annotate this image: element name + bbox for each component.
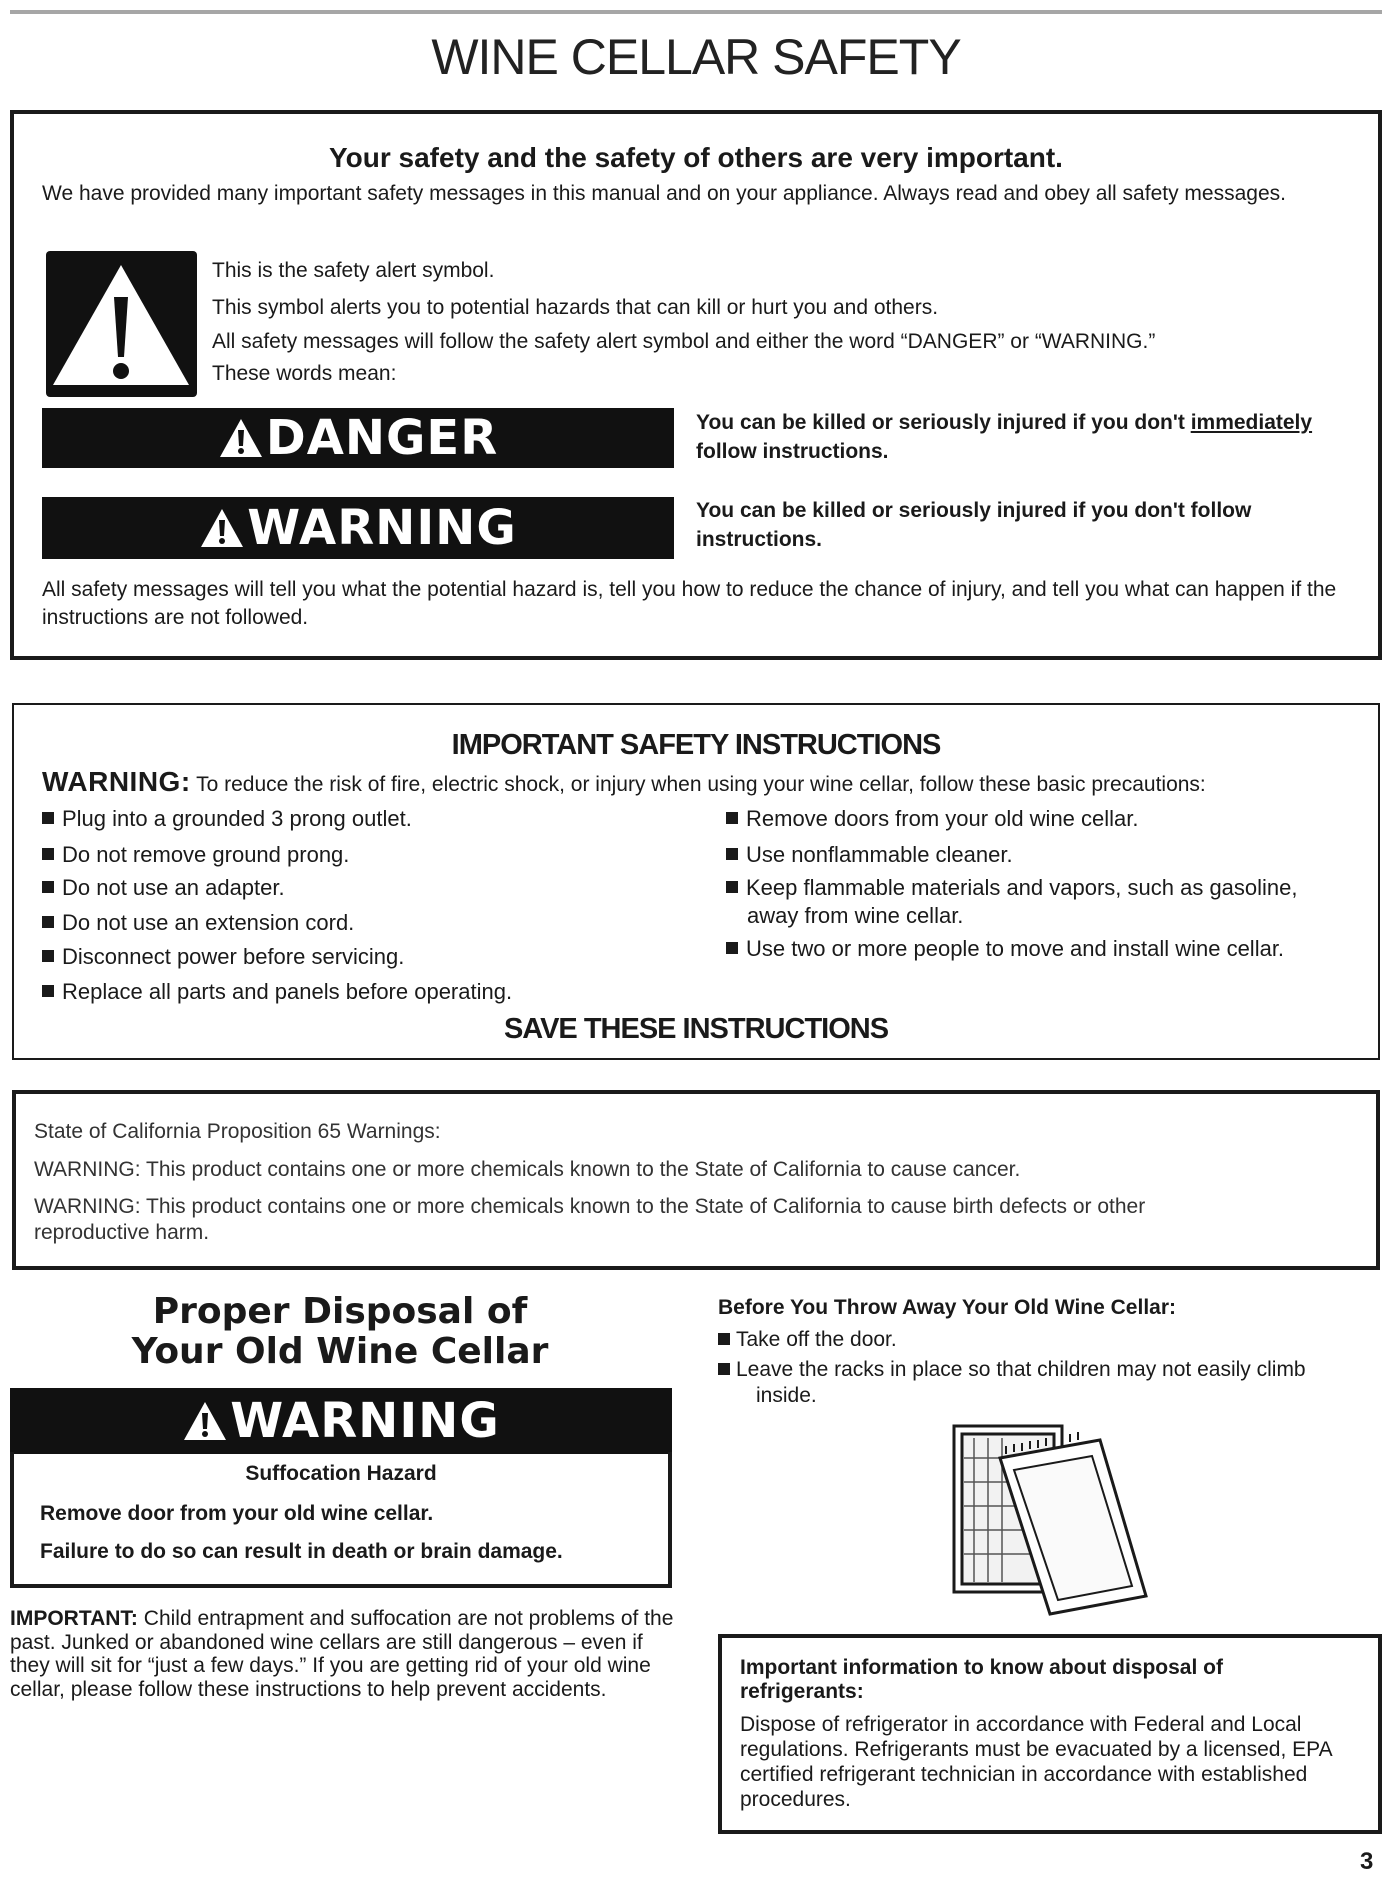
- before-throw-item-2: [718, 1357, 1306, 1383]
- disposal-heading-line-1: Proper Disposal of: [152, 1291, 528, 1332]
- left-item-1-text: Plug into a grounded 3 prong outlet.: [62, 806, 412, 831]
- save-instructions: SAVE THESE INSTRUCTIONS: [503, 1013, 889, 1045]
- disposal-warning-bar: [10, 1388, 672, 1454]
- danger-signal-bar: [42, 408, 674, 468]
- square-bullet-icon: [42, 950, 54, 962]
- square-bullet-icon: [718, 1333, 730, 1345]
- left-item-6: [42, 977, 512, 1007]
- left-item-5: [42, 942, 404, 972]
- disposal-line-1: Remove door from your old wine cellar.: [40, 1502, 434, 1525]
- refrigerants-heading: Important information to know about disposal of refrigerants:: [740, 1656, 1223, 1703]
- left-item-6-text: Replace all parts and panels before operating.: [62, 979, 513, 1004]
- square-bullet-icon: [726, 942, 738, 954]
- danger-description: [696, 408, 1376, 466]
- before-throw-item-2-cont: inside.: [756, 1384, 817, 1407]
- right-item-2: [726, 840, 1013, 870]
- square-bullet-icon: [42, 985, 54, 997]
- square-bullet-icon: [42, 848, 54, 860]
- danger-alert-triangle-icon: [218, 417, 264, 459]
- important-text: Child entrapment and suffocation are not problems of the past. Junked or abandoned wine cellars are still dangerous – even if they will sit for “just a few days.” If you are getting rid of your old wine cellar, please follow these instructions to help prevent accidents.: [10, 1607, 674, 1701]
- square-bullet-icon: [726, 881, 738, 893]
- left-item-2: [42, 840, 349, 870]
- instructions-heading: IMPORTANT SAFETY INSTRUCTIONS: [451, 729, 941, 761]
- warning-alert-triangle-icon: [199, 507, 245, 549]
- square-bullet-icon: [718, 1363, 730, 1375]
- disposal-line-2: Failure to do so can result in death or brain damage.: [40, 1540, 563, 1563]
- left-item-4-text: Do not use an extension cord.: [62, 910, 355, 935]
- before-throw-item-1-text: Take off the door.: [736, 1328, 897, 1351]
- disposal-alert-triangle-icon: [182, 1400, 228, 1442]
- right-item-1-text: Remove doors from your old wine cellar.: [746, 806, 1139, 831]
- right-item-3-cont: [747, 901, 963, 931]
- wine-cellar-door-removed-illustration: [940, 1418, 1160, 1618]
- left-item-3: [42, 873, 285, 903]
- warning-description: You can be killed or seriously injured if you don't follow instructions.: [696, 499, 1252, 551]
- right-item-4: [726, 934, 1284, 964]
- suffocation-hazard: Suffocation Hazard: [245, 1462, 437, 1485]
- danger-text-b: follow instructions.: [696, 440, 889, 463]
- refrigerants-text: Dispose of refrigerator in accordance with Federal and Local regulations. Refrigerants must be evacuated by a licensed, EPA certified refrigerant technician in accordance with established procedures.: [740, 1713, 1332, 1811]
- safety-heading: Your safety and the safety of others are very important.: [329, 142, 1063, 173]
- safety-box: [10, 110, 1382, 660]
- right-item-3-text: Keep flammable materials and vapors, such as gasoline,: [746, 875, 1298, 900]
- prop65-warning-2: WARNING: This product contains one or more chemicals known to the State of California to cause birth defects or other reproductive harm.: [34, 1195, 1146, 1244]
- square-bullet-icon: [42, 916, 54, 928]
- before-throw-item-1: [718, 1326, 897, 1354]
- square-bullet-icon: [42, 881, 54, 893]
- disposal-heading: [10, 1292, 670, 1372]
- square-bullet-icon: [726, 848, 738, 860]
- page-number: 3: [1360, 1848, 1374, 1875]
- instructions-warning-label: WARNING:: [42, 766, 191, 797]
- instructions-warning-text: To reduce the risk of fire, electric shock, or injury when using your wine cellar, follow these basic precautions:: [196, 773, 1206, 796]
- left-item-1: [42, 804, 412, 834]
- disposal-heading-line-2: Your Old Wine Cellar: [131, 1331, 549, 1372]
- before-throw-item-2-text: Leave the racks in place so that children may not easily climb: [736, 1358, 1306, 1381]
- safety-footer: All safety messages will tell you what the potential hazard is, tell you how to reduce the chance of injury, and tell you what can happen if the instructions are not followed.: [42, 578, 1337, 629]
- alert-line-3: All safety messages will follow the safety alert symbol and either the word “DANGER” or “WARNING.”: [212, 330, 1156, 353]
- prop65-title: State of California Proposition 65 Warnings:: [34, 1120, 441, 1143]
- prop65-box: [12, 1090, 1380, 1270]
- page-title: WINE CELLAR SAFETY: [431, 29, 961, 85]
- danger-text-underlined: immediately: [1190, 411, 1313, 434]
- square-bullet-icon: [42, 812, 54, 824]
- instructions-box: [12, 703, 1380, 1060]
- before-throw-heading: Before You Throw Away Your Old Wine Cellar:: [718, 1296, 1177, 1319]
- refrigerants-box: [718, 1634, 1382, 1834]
- warning-label: WARNING: [247, 500, 517, 556]
- left-item-2-text: Do not remove ground prong.: [62, 842, 350, 867]
- important-label: IMPORTANT:: [10, 1607, 138, 1630]
- right-item-1: [726, 804, 1139, 834]
- right-item-2-text: Use nonflammable cleaner.: [746, 842, 1013, 867]
- prop65-warning-1: WARNING: This product contains one or more chemicals known to the State of California to cause cancer.: [34, 1158, 1021, 1181]
- left-item-3-text: Do not use an adapter.: [62, 875, 285, 900]
- right-item-3: [726, 873, 1298, 903]
- alert-line-2: This symbol alerts you to potential hazards that can kill or hurt you and others.: [212, 296, 939, 319]
- left-item-4: [42, 908, 354, 938]
- alert-line-4: These words mean:: [212, 362, 397, 385]
- instructions-warning: [42, 765, 1372, 802]
- left-item-5-text: Disconnect power before servicing.: [62, 944, 405, 969]
- top-rule: [10, 10, 1382, 14]
- disposal-warning-box: [10, 1452, 672, 1588]
- danger-label: DANGER: [265, 410, 499, 466]
- danger-text-a: You can be killed or seriously injured if you don't: [696, 411, 1191, 434]
- square-bullet-icon: [726, 812, 738, 824]
- right-item-4-text: Use two or more people to move and install wine cellar.: [746, 936, 1285, 961]
- disposal-warning-label: WARNING: [230, 1393, 500, 1449]
- warning-signal-bar: [42, 497, 674, 559]
- right-item-3-cont-text: away from wine cellar.: [747, 903, 964, 928]
- safety-alert-triangle-icon: [44, 249, 199, 399]
- safety-intro: We have provided many important safety messages in this manual and on your appliance. Always read and obey all safety messages.: [42, 182, 1286, 205]
- alert-line-1: This is the safety alert symbol.: [212, 259, 495, 282]
- important-paragraph: [10, 1607, 680, 1701]
